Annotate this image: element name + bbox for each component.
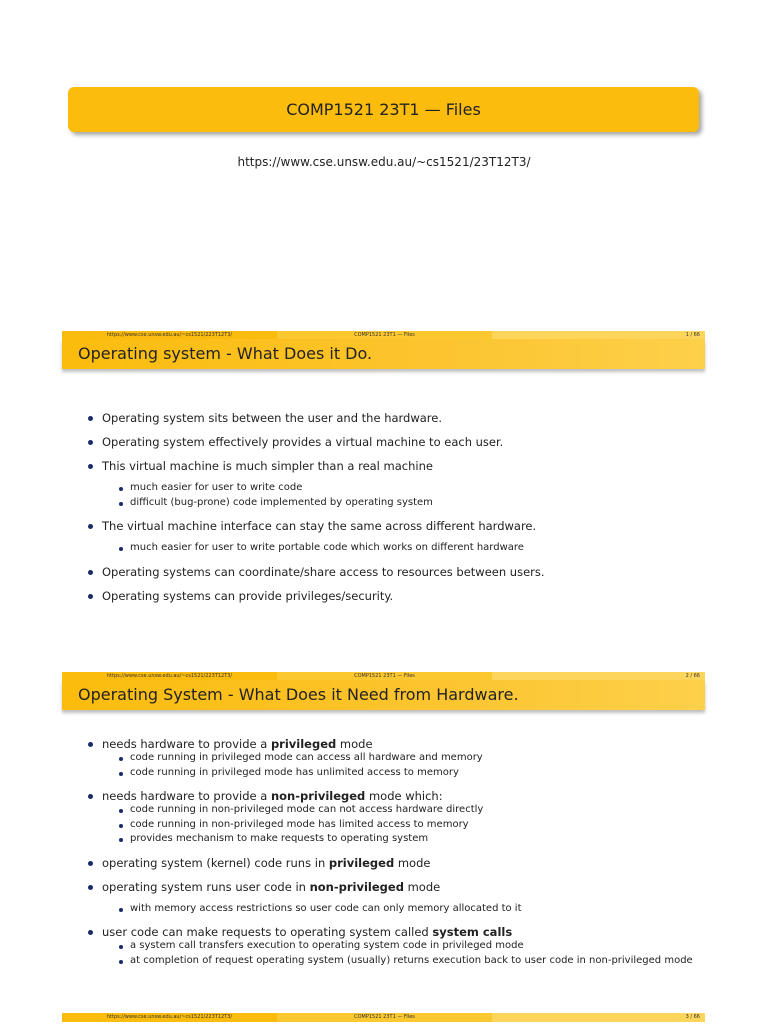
list-item: needs hardware to provide a privileged mode: [88, 737, 728, 751]
footer-title: COMP1521 23T1 — Files: [277, 1013, 492, 1022]
list-item: Operating systems can provide privileges/security.: [88, 589, 728, 603]
list-item: Operating system effectively provides a virtual machine to each user.: [88, 435, 728, 449]
footer-url: https://www.cse.unsw.edu.au/~cs1521/223T12T3/: [62, 331, 277, 340]
sub-list-item: at completion of request operating system (usually) returns execution back to user code in non-privileged mode: [88, 954, 728, 969]
sub-list-item: a system call transfers execution to operating system code in privileged mode: [88, 939, 728, 954]
list-item: Operating systems can coordinate/share access to resources between users.: [88, 565, 728, 579]
slide2-bullet-list: [88, 737, 728, 968]
list-item: Operating system sits between the user and the hardware.: [88, 411, 728, 425]
slide1-bullet-list: [88, 411, 728, 603]
footer-page: 3 / 66: [492, 1013, 705, 1022]
sub-list-item: difficult (bug-prone) code implemented by operating system: [88, 496, 728, 511]
footer-title: COMP1521 23T1 — Files: [277, 331, 492, 340]
list-item: This virtual machine is much simpler than a real machine: [88, 459, 728, 473]
slide2-title: Operating System - What Does it Need from Hardware.: [62, 680, 705, 710]
footer-title: COMP1521 23T1 — Files: [277, 672, 492, 681]
title-slide-title: COMP1521 23T1 — Files: [286, 100, 481, 119]
sub-list-item: code running in privileged mode has unlimited access to memory: [88, 766, 728, 781]
sub-list-item: with memory access restrictions so user code can only memory allocated to it: [88, 902, 728, 917]
slide1-title: Operating system - What Does it Do.: [62, 339, 705, 369]
footer-page: 1 / 66: [492, 331, 705, 340]
sub-list-item: much easier for user to write portable code which works on different hardware: [88, 541, 728, 556]
sub-list-item: much easier for user to write code: [88, 481, 728, 496]
title-slide-url: https://www.cse.unsw.edu.au/~cs1521/23T12T3/: [237, 155, 531, 169]
footer-url: https://www.cse.unsw.edu.au/~cs1521/223T12T3/: [62, 1013, 277, 1022]
list-item: operating system (kernel) code runs in privileged mode: [88, 856, 728, 870]
list-item: The virtual machine interface can stay the same across different hardware.: [88, 519, 728, 533]
list-item: operating system runs user code in non-privileged mode: [88, 880, 728, 894]
footer-url: https://www.cse.unsw.edu.au/~cs1521/223T12T3/: [62, 672, 277, 681]
title-slide-banner: [68, 87, 699, 132]
footer-page: 2 / 66: [492, 672, 705, 681]
sub-list-item: code running in non-privileged mode can not access hardware directly: [88, 803, 728, 818]
list-item: needs hardware to provide a non-privileged mode which:: [88, 789, 728, 803]
list-item: user code can make requests to operating system called system calls: [88, 925, 728, 939]
sub-list-item: code running in privileged mode can access all hardware and memory: [88, 751, 728, 766]
sub-list-item: code running in non-privileged mode has limited access to memory: [88, 818, 728, 833]
sub-list-item: provides mechanism to make requests to operating system: [88, 832, 728, 847]
footer-bar-3: [62, 1013, 705, 1022]
